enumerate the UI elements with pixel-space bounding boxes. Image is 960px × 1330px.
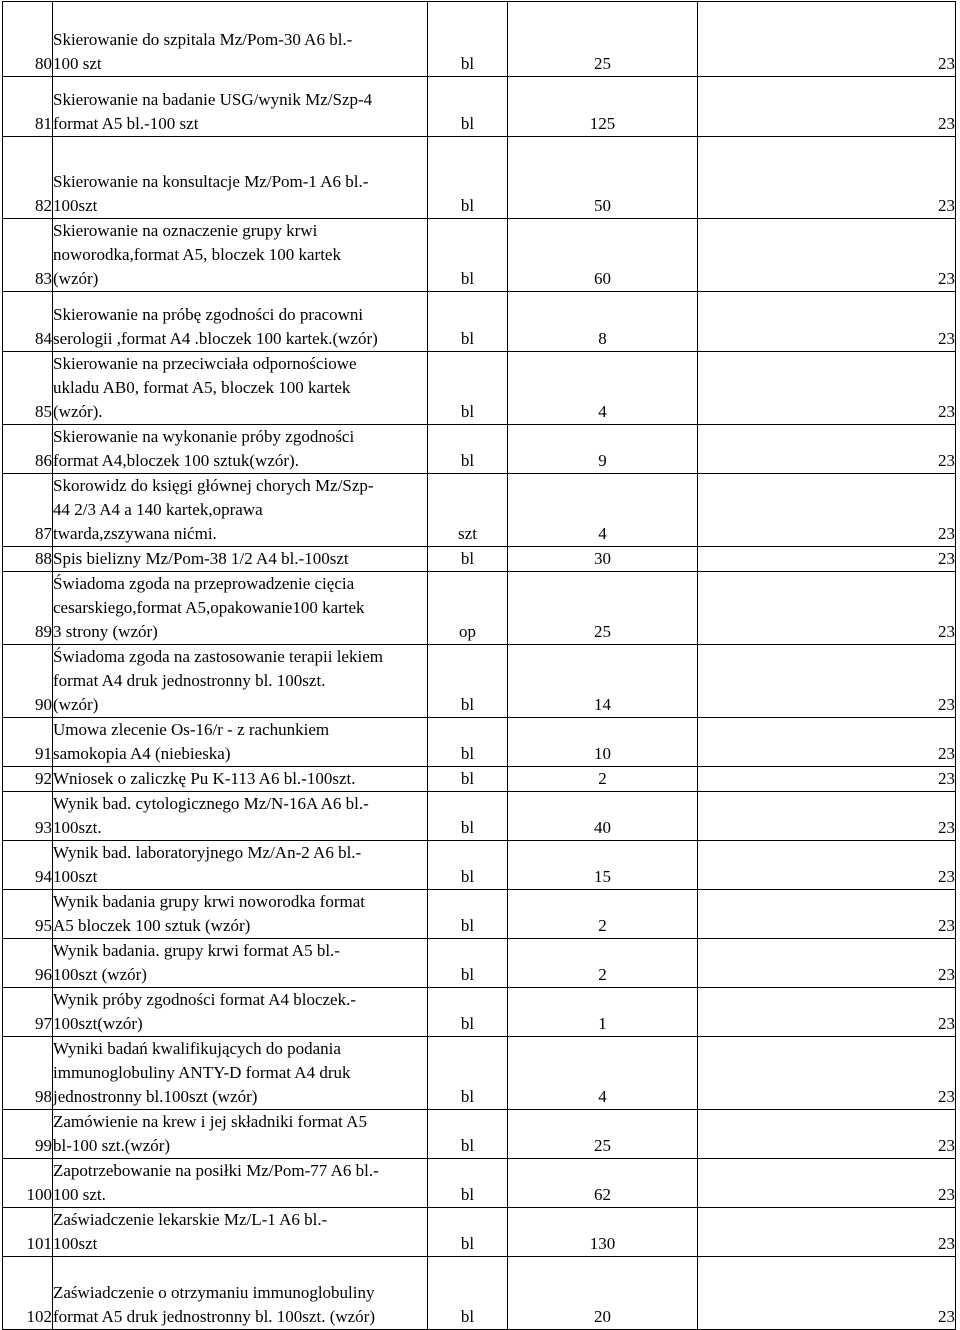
item-description-text: Zamówienie na krew i jej składniki format A5 bl-100 szt.(wzór)	[53, 1112, 367, 1155]
item-unit: bl	[428, 1159, 508, 1208]
item-quantity: 20	[508, 1257, 698, 1330]
table-row	[3, 890, 956, 939]
table-row	[3, 645, 956, 718]
item-vat-rate: 23	[698, 137, 956, 219]
item-quantity: 1	[508, 988, 698, 1037]
item-description-text: Spis bielizny Mz/Pom-38 1/2 A4 bl.-100szt	[53, 549, 349, 568]
row-number: 102	[3, 1257, 53, 1330]
item-description-text: Świadoma zgoda na przeprowadzenie cięcia cesarskiego,format A5,opakowanie100 kartek 3 strony (wzór)	[53, 574, 365, 641]
item-vat-rate: 23	[698, 1257, 956, 1330]
item-unit: op	[428, 572, 508, 645]
item-description-text: Skierowanie na przeciwciała odpornościowe ukladu AB0, format A5, bloczek 100 kartek (wzór).	[53, 354, 357, 421]
item-description	[53, 292, 428, 352]
item-vat-rate: 23	[698, 352, 956, 425]
item-unit: bl	[428, 1037, 508, 1110]
item-quantity: 4	[508, 352, 698, 425]
item-description-text: Wynik bad. laboratoryjnego Mz/An-2 A6 bl.- 100szt	[53, 843, 362, 886]
item-description	[53, 1208, 428, 1257]
item-description	[53, 988, 428, 1037]
row-number: 101	[3, 1208, 53, 1257]
item-unit: bl	[428, 137, 508, 219]
item-vat-rate: 23	[698, 1110, 956, 1159]
row-number: 87	[3, 474, 53, 547]
item-unit: bl	[428, 792, 508, 841]
row-number: 82	[3, 137, 53, 219]
item-unit: bl	[428, 292, 508, 352]
item-quantity: 2	[508, 767, 698, 792]
item-vat-rate: 23	[698, 841, 956, 890]
row-number: 83	[3, 219, 53, 292]
table-row	[3, 352, 956, 425]
item-quantity: 9	[508, 425, 698, 474]
table-row	[3, 77, 956, 137]
table-row	[3, 939, 956, 988]
table-row	[3, 718, 956, 767]
item-description-text: Wynik bad. cytologicznego Mz/N-16A A6 bl.- 100szt.	[53, 794, 369, 837]
table-row	[3, 292, 956, 352]
item-quantity: 2	[508, 890, 698, 939]
item-description-text: Skierowanie na konsultacje Mz/Pom-1 A6 bl.- 100szt	[53, 172, 369, 215]
item-description-text: Wniosek o zaliczkę Pu K-113 A6 bl.-100szt.	[53, 769, 356, 788]
item-unit: bl	[428, 645, 508, 718]
item-unit: bl	[428, 425, 508, 474]
item-vat-rate: 23	[698, 939, 956, 988]
item-unit: bl	[428, 352, 508, 425]
item-description	[53, 219, 428, 292]
table-row	[3, 1110, 956, 1159]
item-unit: bl	[428, 1257, 508, 1330]
item-unit: bl	[428, 767, 508, 792]
item-quantity: 8	[508, 292, 698, 352]
item-description-text: Wyniki badań kwalifikujących do podania immunoglobuliny ANTY-D format A4 druk jednostronny bl.100szt (wzór)	[53, 1039, 351, 1106]
table-row	[3, 988, 956, 1037]
row-number: 90	[3, 645, 53, 718]
row-number: 94	[3, 841, 53, 890]
item-unit: bl	[428, 77, 508, 137]
row-number: 93	[3, 792, 53, 841]
item-vat-rate: 23	[698, 792, 956, 841]
item-description	[53, 1159, 428, 1208]
item-description-text: Zapotrzebowanie na posiłki Mz/Pom-77 A6 bl.- 100 szt.	[53, 1161, 379, 1204]
row-number: 91	[3, 718, 53, 767]
item-unit: bl	[428, 2, 508, 77]
item-vat-rate: 23	[698, 988, 956, 1037]
item-description-text: Wynik badania grupy krwi noworodka format A5 bloczek 100 sztuk (wzór)	[53, 892, 365, 935]
item-quantity: 50	[508, 137, 698, 219]
row-number: 97	[3, 988, 53, 1037]
item-vat-rate: 23	[698, 1208, 956, 1257]
item-vat-rate: 23	[698, 219, 956, 292]
item-description	[53, 1037, 428, 1110]
item-quantity: 60	[508, 219, 698, 292]
item-description	[53, 2, 428, 77]
item-description	[53, 77, 428, 137]
item-description	[53, 841, 428, 890]
item-unit: bl	[428, 939, 508, 988]
item-quantity: 25	[508, 572, 698, 645]
item-vat-rate: 23	[698, 474, 956, 547]
item-vat-rate: 23	[698, 572, 956, 645]
item-quantity: 4	[508, 474, 698, 547]
item-description-text: Skorowidz do księgi głównej chorych Mz/Szp- 44 2/3 A4 a 140 kartek,oprawa twarda,zszywana nićmi.	[53, 476, 374, 543]
table-row	[3, 219, 956, 292]
item-quantity: 125	[508, 77, 698, 137]
item-vat-rate: 23	[698, 77, 956, 137]
row-number: 96	[3, 939, 53, 988]
item-description-text: Skierowanie na wykonanie próby zgodności format A4,bloczek 100 sztuk(wzór).	[53, 427, 355, 470]
table-row	[3, 1257, 956, 1330]
item-description	[53, 645, 428, 718]
item-description-text: Wynik próby zgodności format A4 bloczek.- 100szt(wzór)	[53, 990, 357, 1033]
item-description	[53, 767, 428, 792]
item-description-text: Zaświadczenie lekarskie Mz/L-1 A6 bl.- 100szt	[53, 1210, 328, 1253]
item-quantity: 62	[508, 1159, 698, 1208]
item-description-text: Skierowanie do szpitala Mz/Pom-30 A6 bl.- 100 szt	[53, 30, 353, 73]
item-unit: szt	[428, 474, 508, 547]
table-row	[3, 425, 956, 474]
table-row	[3, 572, 956, 645]
item-description-text: Skierowanie na próbę zgodności do pracowni serologii ,format A4 .bloczek 100 kartek.(wzór)	[53, 305, 378, 348]
item-description-text: Umowa zlecenie Os-16/r - z rachunkiem samokopia A4 (niebieska)	[53, 720, 330, 763]
item-description	[53, 890, 428, 939]
item-description	[53, 425, 428, 474]
table-row	[3, 792, 956, 841]
item-vat-rate: 23	[698, 718, 956, 767]
table-row	[3, 474, 956, 547]
row-number: 81	[3, 77, 53, 137]
row-number: 89	[3, 572, 53, 645]
row-number: 86	[3, 425, 53, 474]
item-description-text: Zaświadczenie o otrzymaniu immunoglobuliny format A5 druk jednostronny bl. 100szt. (wzór)	[53, 1283, 375, 1326]
item-quantity: 2	[508, 939, 698, 988]
table-row	[3, 1037, 956, 1110]
row-number: 100	[3, 1159, 53, 1208]
item-quantity: 40	[508, 792, 698, 841]
item-description	[53, 547, 428, 572]
item-vat-rate: 23	[698, 1037, 956, 1110]
row-number: 85	[3, 352, 53, 425]
table-row	[3, 547, 956, 572]
row-number: 95	[3, 890, 53, 939]
item-description-text: Skierowanie na oznaczenie grupy krwi noworodka,format A5, bloczek 100 kartek (wzór)	[53, 221, 341, 288]
item-unit: bl	[428, 890, 508, 939]
item-unit: bl	[428, 718, 508, 767]
item-description	[53, 1257, 428, 1330]
table-body	[3, 2, 956, 1330]
item-vat-rate: 23	[698, 292, 956, 352]
item-description	[53, 939, 428, 988]
row-number: 98	[3, 1037, 53, 1110]
order-table	[2, 1, 956, 1330]
item-unit: bl	[428, 1208, 508, 1257]
item-unit: bl	[428, 841, 508, 890]
item-vat-rate: 23	[698, 1159, 956, 1208]
table-row	[3, 1159, 956, 1208]
item-quantity: 25	[508, 2, 698, 77]
item-quantity: 30	[508, 547, 698, 572]
item-description	[53, 352, 428, 425]
table-row	[3, 841, 956, 890]
item-description-text: Skierowanie na badanie USG/wynik Mz/Szp-4 format A5 bl.-100 szt	[53, 90, 373, 133]
table-row	[3, 767, 956, 792]
item-description	[53, 137, 428, 219]
item-unit: bl	[428, 1110, 508, 1159]
item-description	[53, 474, 428, 547]
row-number: 92	[3, 767, 53, 792]
table-row	[3, 2, 956, 77]
item-quantity: 10	[508, 718, 698, 767]
item-vat-rate: 23	[698, 890, 956, 939]
row-number: 99	[3, 1110, 53, 1159]
item-description-text: Świadoma zgoda na zastosowanie terapii lekiem format A4 druk jednostronny bl. 100szt. (wzór)	[53, 647, 383, 714]
table-row	[3, 1208, 956, 1257]
item-description	[53, 718, 428, 767]
item-description	[53, 1110, 428, 1159]
item-description	[53, 572, 428, 645]
item-unit: bl	[428, 219, 508, 292]
item-quantity: 14	[508, 645, 698, 718]
item-unit: bl	[428, 988, 508, 1037]
row-number: 84	[3, 292, 53, 352]
item-quantity: 4	[508, 1037, 698, 1110]
item-unit: bl	[428, 547, 508, 572]
row-number: 88	[3, 547, 53, 572]
item-quantity: 25	[508, 1110, 698, 1159]
item-vat-rate: 23	[698, 2, 956, 77]
item-vat-rate: 23	[698, 767, 956, 792]
table-row	[3, 137, 956, 219]
item-description	[53, 792, 428, 841]
item-vat-rate: 23	[698, 645, 956, 718]
item-quantity: 130	[508, 1208, 698, 1257]
item-description-text: Wynik badania. grupy krwi format A5 bl.- 100szt (wzór)	[53, 941, 340, 984]
item-vat-rate: 23	[698, 425, 956, 474]
item-vat-rate: 23	[698, 547, 956, 572]
row-number: 80	[3, 2, 53, 77]
item-quantity: 15	[508, 841, 698, 890]
